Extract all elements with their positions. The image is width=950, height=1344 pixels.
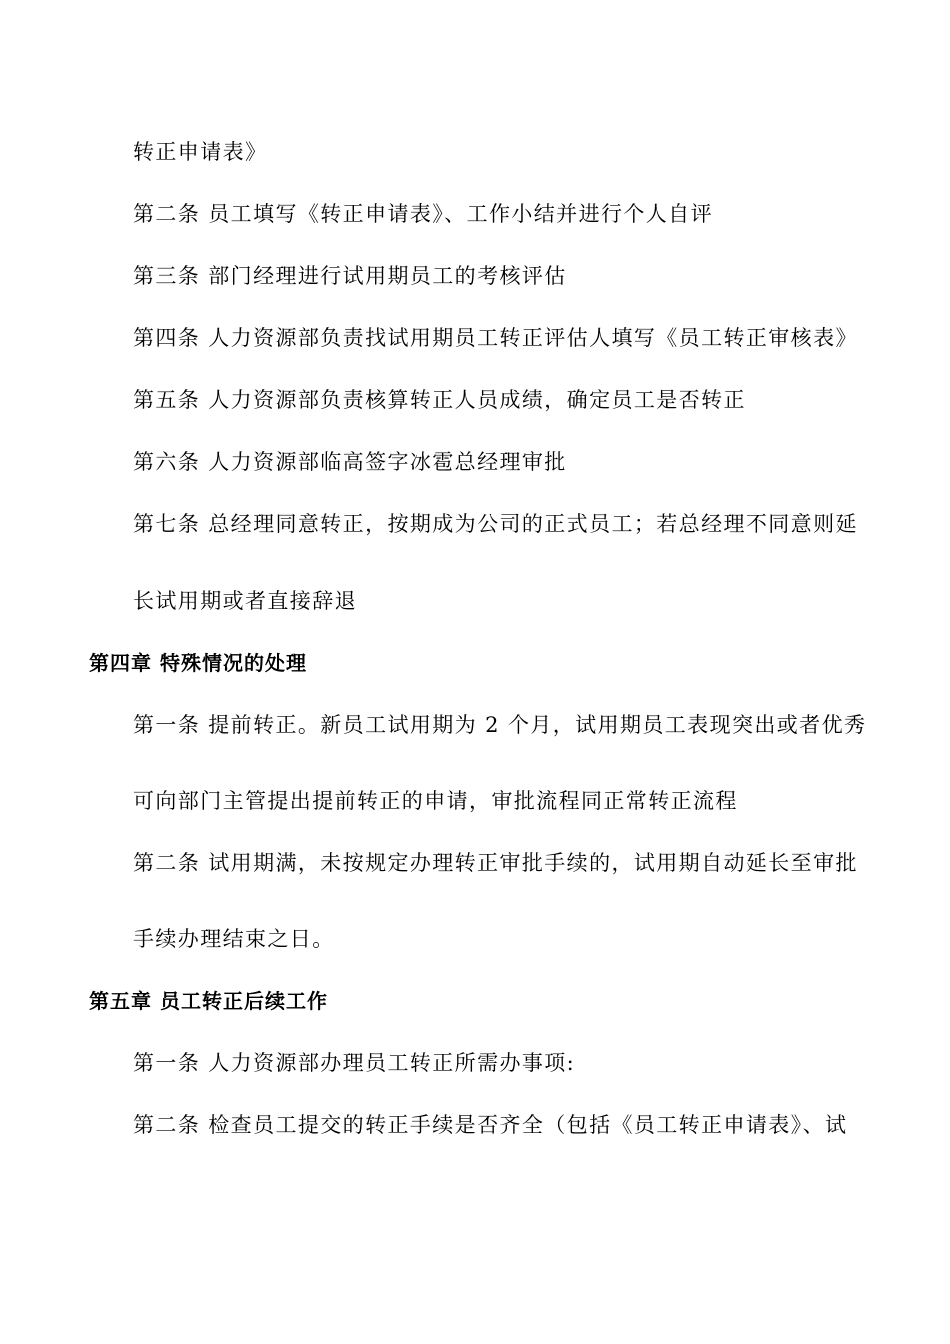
article-7-continuation: 长试用期或者直接辞退	[133, 589, 357, 613]
chapter-5-heading: 第五章 员工转正后续工作	[89, 989, 328, 1013]
chapter-4-article-1-line: 第一条 提前转正。新员工试用期为 2 个月，试用期员工表现突出或者优秀	[133, 713, 867, 737]
article-3-line: 第三条 部门经理进行试用期员工的考核评估	[133, 264, 567, 288]
paragraph-line: 转正申请表》	[133, 140, 268, 164]
chapter-4-article-2-continuation: 手续办理结束之日。	[133, 927, 335, 951]
article-5-line: 第五条 人力资源部负责核算转正人员成绩，确定员工是否转正	[133, 388, 746, 412]
article-2-line: 第二条 员工填写《转正申请表》、工作小结并进行个人自评	[133, 202, 713, 226]
article-4-line: 第四条 人力资源部负责找试用期员工转正评估人填写《员工转正审核表》	[133, 326, 858, 350]
article-6-line: 第六条 人力资源部临高签字冰雹总经理审批	[133, 450, 567, 474]
article-7-line: 第七条 总经理同意转正，按期成为公司的正式员工；若总经理不同意则延	[133, 512, 858, 536]
chapter-5-article-2-line: 第二条 检查员工提交的转正手续是否齐全（包括《员工转正申请表》、试	[133, 1113, 848, 1137]
chapter-5-article-1-line: 第一条 人力资源部办理员工转正所需办事项:	[133, 1051, 576, 1075]
chapter-4-heading: 第四章 特殊情况的处理	[89, 651, 307, 675]
chapter-4-article-2-line: 第二条 试用期满，未按规定办理转正审批手续的，试用期自动延长至审批	[133, 851, 858, 875]
chapter-4-article-1-continuation: 可向部门主管提出提前转正的申请，审批流程同正常转正流程	[133, 789, 738, 813]
